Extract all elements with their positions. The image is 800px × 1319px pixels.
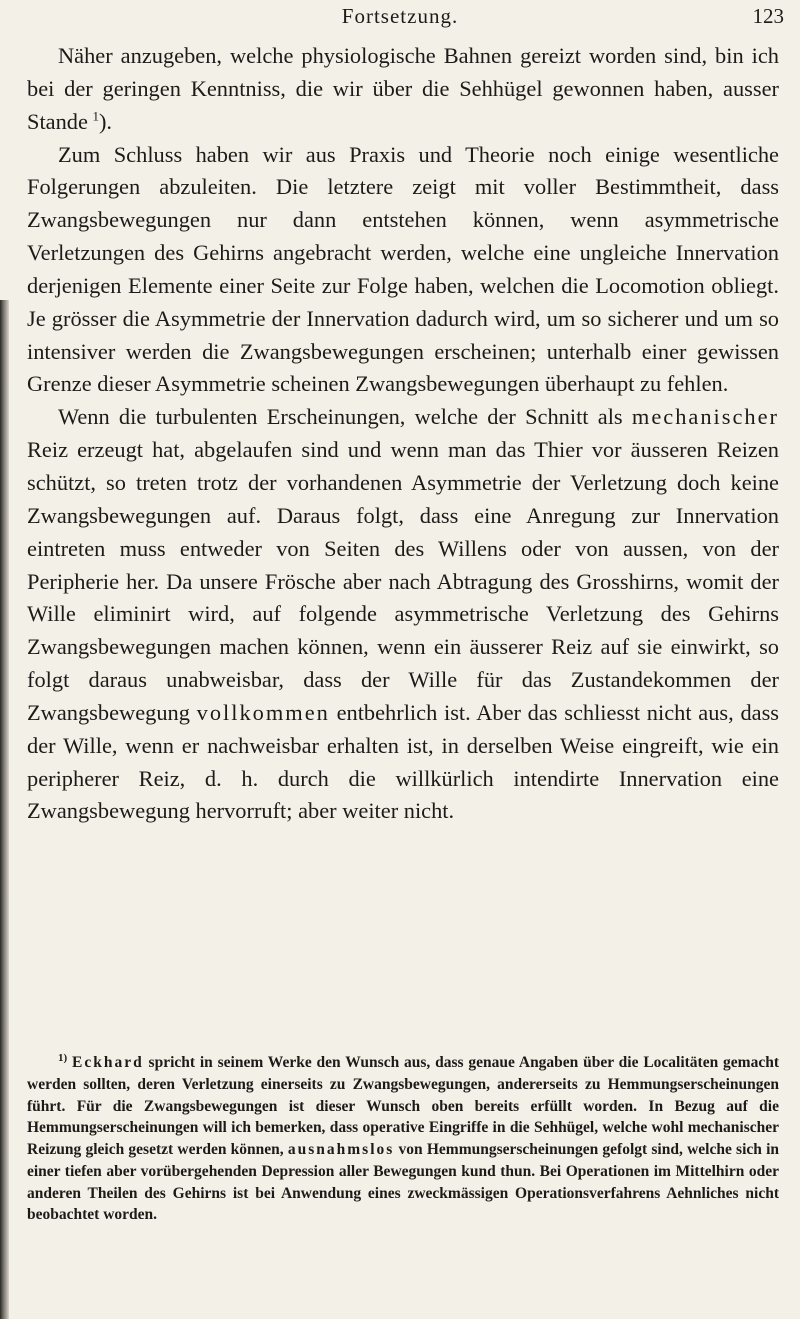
paragraph-1: Näher anzugeben, welche physiologische Bahnen gereizt worden sind, bin ich bei der geringen Kenntniss, die wir über die Sehhügel gewonnen haben, ausser Stande $^1$). (27, 43, 779, 134)
spaced-emphasis: vollkommen (196, 699, 330, 725)
page-header (0, 2, 800, 30)
footnote-author: Eckhard (72, 1054, 144, 1071)
footnotes (27, 1052, 779, 1226)
running-title: Fortsetzung. (341, 4, 459, 28)
footnote-reference[interactable]: 1 (92, 108, 99, 124)
paragraph-text: Näher anzugeben, welche physiologische Bahnen gereizt worden sind, bin ich bei der geringen Kenntniss, die wir über die Sehhügel gewonnen haben, ausser Stande (27, 43, 779, 134)
spaced-emphasis: mechanischer (631, 404, 779, 430)
spaced-emphasis: ausnahmslos (287, 1141, 395, 1158)
main-text (27, 40, 779, 828)
paragraph-3: Wenn die turbulenten Erscheinungen, welche der Schnitt als mechanischer Reiz erzeugt hat, abgelaufen sind und wenn man das Thier vor äusseren Reizen schützt, so treten trotz der vorhandenen Asymmetrie der Verletzung doch keine Zwangsbewegungen auf. Daraus folgt, dass eine Anregung zur Innervation eintreten muss entweder von Seiten des Willens oder von aussen, von der Peripherie her. Da unsere Frösche aber nach Abtragung des Grosshirns, womit der Wille eliminirt wird, auf folgende asymmetrische Verletzung des Gehirns Zwangsbewegungen machen können, wenn ein äusserer Reiz auf sie einwirkt, so folgt daraus unabweisbar, dass der Wille für das Zustandekommen der Zwangsbewegung vollkommen entbehrlich ist. Aber das schliesst nicht aus, dass der Wille, wenn er nachweisbar erhalten ist, in derselben Weise eingreift, wie ein peripherer Reiz, d. h. durch die willkürlich intendirte Innervation eine Zwangsbewegung hervorruft; aber weiter nicht. (27, 404, 779, 824)
footnote-marker: 1) (58, 1051, 68, 1064)
page-binding-shadow (0, 300, 9, 1319)
paragraph-2: Zum Schluss haben wir aus Praxis und Theorie noch einige wesentliche Folgerungen abzuleiten. Die letztere zeigt mit voller Bestimmtheit, dass Zwangsbewegungen nur dann entstehen können, wenn asymmetrische Verletzungen des Gehirns angebracht werden, welche eine ungleiche Innervation derjenigen Elemente einer Seite zur Folge haben, welchen die Locomotion obliegt. Je grösser die Asymmetrie der Innervation dadurch wird, um so sicherer und um so intensiver werden die Zwangsbewegungen erscheinen; unterhalb einer gewissen Grenze dieser Asymmetrie scheinen Zwangsbewegungen überhaupt zu fehlen. (27, 141, 779, 397)
footnote-1: $^{1)}$ Eckhard spricht in seinem Werke den Wunsch aus, dass genaue Angaben über die Localitäten gemacht werden sollten, deren Verletzung einerseits zu Zwangsbewegungen, andererseits zu Hemmungserscheinungen führt. Für die Zwangsbewegungen ist dieser Wunsch oben bereits erfüllt worden. In Bezug auf die Hemmungserscheinungen will ich bemerken, dass operative Eingriffe in die Sehhügel, welche wohl mechanischer Reizung gleich gesetzt werden können, ausnahmslos von Hemmungserscheinungen gefolgt sind, welche sich in einer tiefen aber vorübergehenden Depression aller Bewegungen kund thun. Bei Operationen im Mittelhirn oder anderen Theilen des Gehirns ist bei Anwendung eines zweckmässigen Operationsverfahrens Aehnliches nicht beobachtet worden. (27, 1051, 780, 1224)
page-number: 123 (752, 4, 784, 28)
